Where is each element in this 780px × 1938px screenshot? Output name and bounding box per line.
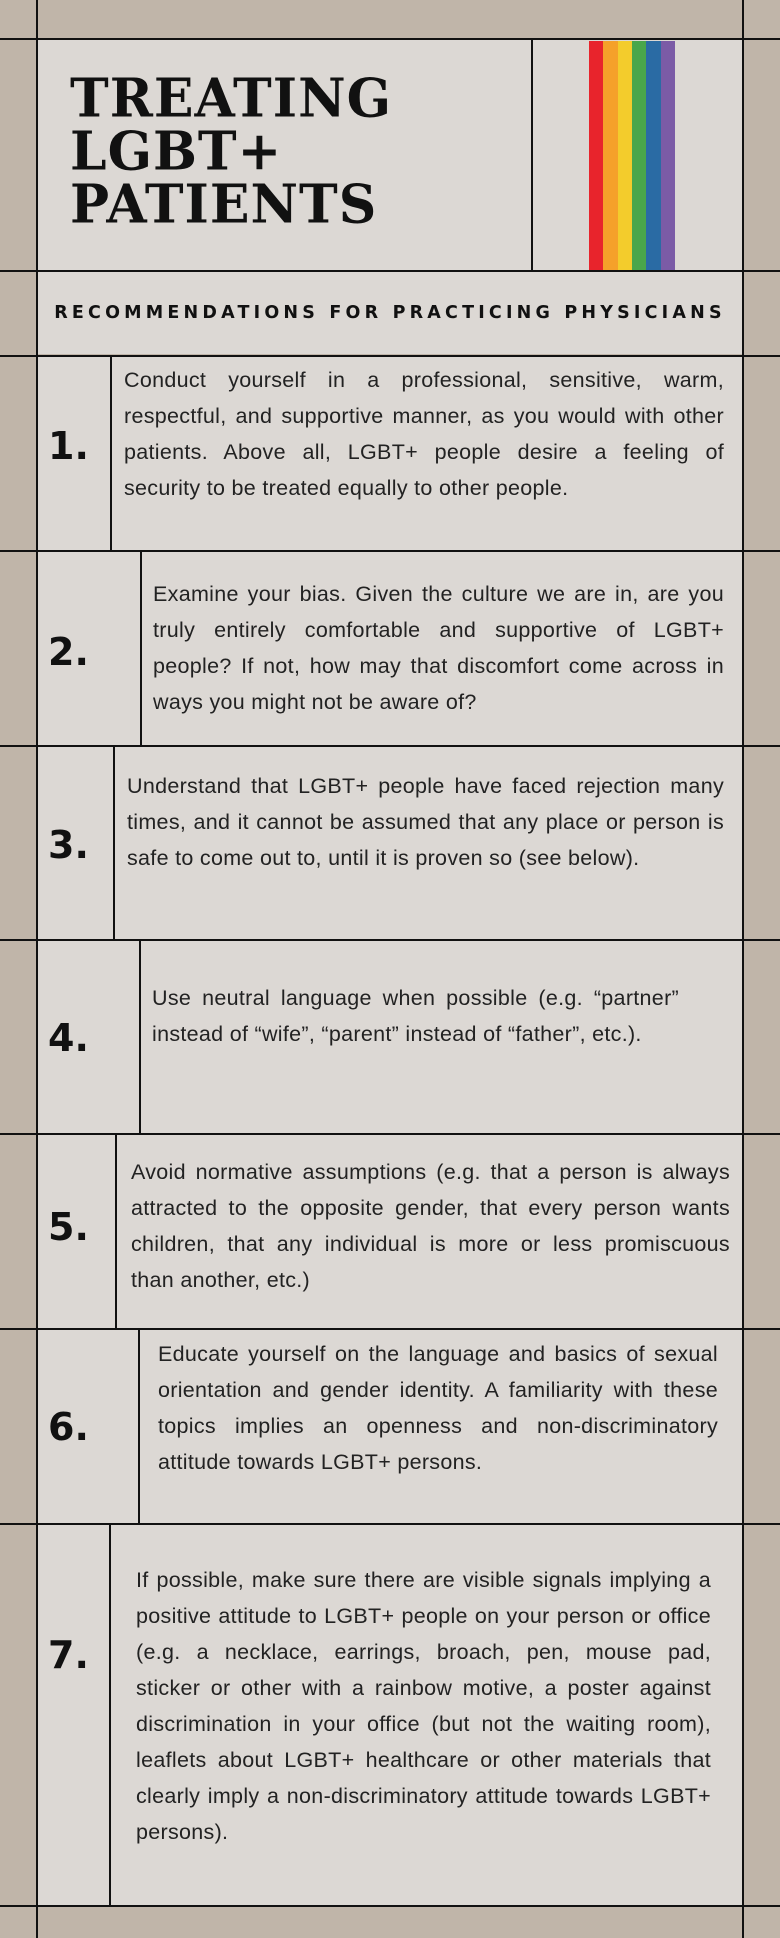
rule-item-7-divider: [109, 1525, 111, 1905]
rainbow-stripe-blue: [646, 41, 660, 270]
recommendation-4-number: 4.: [48, 1016, 89, 1060]
title-line-1: TREATING: [70, 67, 393, 130]
rule-header-divider: [531, 39, 533, 272]
rule-item-3-divider: [113, 747, 115, 940]
rule-header-bottom: [0, 270, 780, 272]
rule-item-6-divider: [138, 1330, 140, 1523]
recommendation-2-number: 2.: [48, 630, 89, 674]
rule-item-4-bottom: [0, 1133, 780, 1135]
rule-item-6-bottom: [0, 1523, 780, 1525]
recommendation-1-number: 1.: [48, 424, 89, 468]
rainbow-stripe-red: [589, 41, 603, 270]
rainbow-stripe-green: [632, 41, 646, 270]
rule-item-4-divider: [139, 941, 141, 1134]
page-title: [70, 67, 393, 236]
recommendation-5-text: Avoid normative assumptions (e.g. that a person is always attracted to the opposite gender, that every person wants children, that any individual is more or less promiscuous than another, etc.): [131, 1160, 730, 1292]
rule-item-3-bottom: [0, 939, 780, 941]
rule-item-2-divider: [140, 552, 142, 745]
rainbow-stripe-purple: [661, 41, 675, 270]
title-line-2: LGBT+: [70, 120, 283, 183]
page-subtitle: RECOMMENDATIONS FOR PRACTICING PHYSICIANS: [54, 303, 726, 323]
rainbow-flag: [589, 41, 675, 270]
rule-item-5-bottom: [0, 1328, 780, 1330]
recommendation-3-number: 3.: [48, 823, 89, 867]
rule-subtitle-bottom: [0, 355, 780, 357]
recommendation-4-text: Use neutral language when possible (e.g. “partner” instead of “wife”, “parent” instead of “father”, etc.).: [152, 986, 679, 1046]
rule-left: [36, 0, 38, 1938]
recommendation-1-text: Conduct yourself in a professional, sensitive, warm, respectful, and supportive manner, as you would with other patients. Above all, LGBT+ people desire a feeling of security to be treated equally to other people.: [124, 368, 724, 500]
recommendation-7-text: If possible, make sure there are visible signals implying a positive attitude to LGBT+ people on your person or office (e.g. a necklace, earrings, broach, pen, mouse pad, sticker or other with a rainbow motive, a poster against discrimination in your office (but not the waiting room), leaflets about LGBT+ healthcare or other materials that clearly imply a non-discriminatory attitude towards LGBT+ persons).: [136, 1568, 711, 1844]
recommendation-5-number: 5.: [48, 1205, 89, 1249]
recommendation-2-text: Examine your bias. Given the culture we are in, are you truly entirely comfortable and supportive of LGBT+ people? If not, how may that discomfort come across in ways you might not be aware of?: [153, 582, 724, 714]
recommendation-7-number: 7.: [48, 1633, 89, 1677]
rule-item-5-divider: [115, 1135, 117, 1328]
recommendation-6-text: Educate yourself on the language and basics of sexual orientation and gender identity. A familiarity with these topics implies an openness and non-discriminatory attitude towards LGBT+ persons.: [158, 1342, 718, 1474]
rule-bottom: [0, 1905, 780, 1907]
rule-right: [742, 0, 744, 1938]
rule-top: [0, 38, 780, 40]
recommendation-3-text: Understand that LGBT+ people have faced rejection many times, and it cannot be assumed that any place or person is safe to come out to, until it is proven so (see below).: [127, 774, 724, 870]
rule-item-1-bottom: [0, 550, 780, 552]
rainbow-stripe-yellow: [618, 41, 632, 270]
rainbow-stripe-orange: [603, 41, 617, 270]
rule-item-2-bottom: [0, 745, 780, 747]
rule-item-1-divider: [110, 357, 112, 550]
recommendation-6-number: 6.: [48, 1405, 89, 1449]
title-line-3: PATIENTS: [70, 173, 378, 236]
